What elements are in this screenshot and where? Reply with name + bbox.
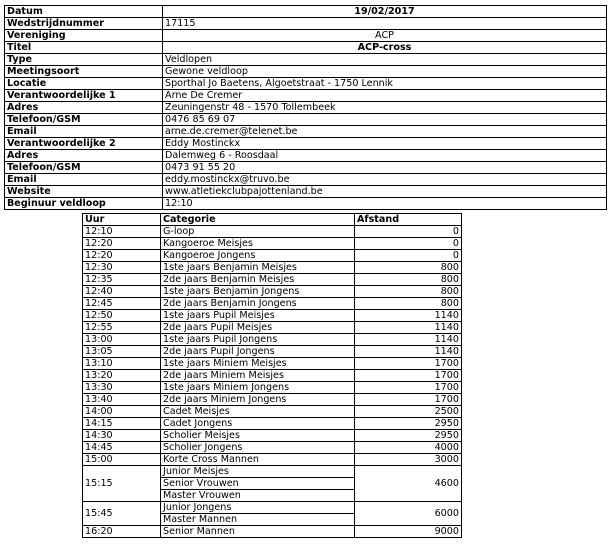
info-row-locatie xyxy=(5,78,607,90)
category-cell: Senior Vrouwen xyxy=(161,478,355,490)
info-label: Locatie xyxy=(5,78,163,90)
time-cell: 13:05 xyxy=(83,346,161,358)
header-time: Uur xyxy=(83,214,161,226)
distance-cell: 0 xyxy=(355,238,462,250)
distance-cell: 1700 xyxy=(355,382,462,394)
category-cell: Junior Meisjes xyxy=(161,466,355,478)
table-row xyxy=(83,334,462,346)
table-row xyxy=(83,526,462,538)
time-cell: 12:20 xyxy=(83,250,161,262)
distance-cell: 800 xyxy=(355,274,462,286)
info-label: Type xyxy=(5,54,163,66)
distance-cell: 1140 xyxy=(355,334,462,346)
distance-cell: 4600 xyxy=(355,466,462,502)
info-row-titel xyxy=(5,42,607,54)
time-cell: 12:40 xyxy=(83,286,161,298)
table-row xyxy=(83,262,462,274)
time-cell: 16:20 xyxy=(83,526,161,538)
distance-cell: 2500 xyxy=(355,406,462,418)
info-value: Eddy Mostinckx xyxy=(163,138,607,150)
table-row xyxy=(83,466,462,478)
info-value-date: 19/02/2017 xyxy=(163,6,607,18)
table-row xyxy=(83,442,462,454)
info-row-telefoon-1 xyxy=(5,114,607,126)
time-cell: 13:30 xyxy=(83,382,161,394)
table-row xyxy=(83,454,462,466)
info-row-verantwoordelijke-1 xyxy=(5,90,607,102)
info-label: Telefoon/GSM xyxy=(5,114,163,126)
info-label: Meetingsoort xyxy=(5,66,163,78)
table-row xyxy=(83,274,462,286)
info-value: Arne De Cremer xyxy=(163,90,607,102)
distance-cell: 800 xyxy=(355,298,462,310)
time-cell: 12:55 xyxy=(83,322,161,334)
category-cell: Cadet Jongens xyxy=(161,418,355,430)
category-cell: Master Mannen xyxy=(161,514,355,526)
time-cell: 14:30 xyxy=(83,430,161,442)
distance-cell: 9000 xyxy=(355,526,462,538)
category-cell: Master Vrouwen xyxy=(161,490,355,502)
info-row-adres-2 xyxy=(5,150,607,162)
distance-cell: 3000 xyxy=(355,454,462,466)
category-cell: Junior Jongens xyxy=(161,502,355,514)
info-value: 12:10 xyxy=(163,198,607,210)
info-label: Vereniging xyxy=(5,30,163,42)
distance-cell: 0 xyxy=(355,250,462,262)
category-cell: 1ste jaars Pupil Meisjes xyxy=(161,310,355,322)
distance-cell: 4000 xyxy=(355,442,462,454)
info-label: Verantwoordelijke 1 xyxy=(5,90,163,102)
info-value: Zeuningenstr 48 - 1570 Tollembeek xyxy=(163,102,607,114)
info-label: Email xyxy=(5,126,163,138)
category-cell: Scholier Meisjes xyxy=(161,430,355,442)
info-value: 0476 85 69 07 xyxy=(163,114,607,126)
table-row xyxy=(83,394,462,406)
category-cell: 2de jaars Pupil Meisjes xyxy=(161,322,355,334)
category-cell: 1ste jaars Benjamin Jongens xyxy=(161,286,355,298)
table-row xyxy=(83,358,462,370)
distance-cell: 1140 xyxy=(355,322,462,334)
info-label: Adres xyxy=(5,150,163,162)
info-value: Dalemweg 6 - Roosdaal xyxy=(163,150,607,162)
info-label: Adres xyxy=(5,102,163,114)
info-label: Email xyxy=(5,174,163,186)
info-value-email: arne.de.cremer@telenet.be xyxy=(163,126,607,138)
category-cell: Scholier Jongens xyxy=(161,442,355,454)
info-label: Verantwoordelijke 2 xyxy=(5,138,163,150)
distance-cell: 800 xyxy=(355,286,462,298)
info-value: Gewone veldloop xyxy=(163,66,607,78)
info-label: Telefoon/GSM xyxy=(5,162,163,174)
category-cell: 1ste jaars Benjamin Meisjes xyxy=(161,262,355,274)
info-row-meetingsoort xyxy=(5,66,607,78)
time-cell: 15:00 xyxy=(83,454,161,466)
distance-cell: 1140 xyxy=(355,346,462,358)
category-cell: 2de jaars Benjamin Meisjes xyxy=(161,274,355,286)
header-distance: Afstand xyxy=(355,214,462,226)
time-cell: 12:45 xyxy=(83,298,161,310)
distance-cell: 0 xyxy=(355,226,462,238)
time-cell: 15:45 xyxy=(83,502,161,526)
info-row-wedstrijdnummer xyxy=(5,18,607,30)
table-row xyxy=(83,322,462,334)
info-row-vereniging xyxy=(5,30,607,42)
info-value: ACP xyxy=(163,30,607,42)
time-cell: 14:00 xyxy=(83,406,161,418)
time-cell: 12:10 xyxy=(83,226,161,238)
time-cell: 15:15 xyxy=(83,466,161,502)
info-label: Website xyxy=(5,186,163,198)
category-cell: 2de jaars Pupil Jongens xyxy=(161,346,355,358)
time-cell: 12:50 xyxy=(83,310,161,322)
category-cell: 2de jaars Miniem Meisjes xyxy=(161,370,355,382)
category-cell: Kangoeroe Meisjes xyxy=(161,238,355,250)
distance-cell: 2950 xyxy=(355,430,462,442)
schedule-table xyxy=(82,213,462,538)
info-label: Titel xyxy=(5,42,163,54)
category-cell: 2de jaars Miniem Jongens xyxy=(161,394,355,406)
info-row-beginuur xyxy=(5,198,607,210)
time-cell: 14:45 xyxy=(83,442,161,454)
distance-cell: 1140 xyxy=(355,310,462,322)
category-cell: Senior Mannen xyxy=(161,526,355,538)
distance-cell: 1700 xyxy=(355,358,462,370)
table-row xyxy=(83,238,462,250)
info-value-email: eddy.mostinckx@truvo.be xyxy=(163,174,607,186)
info-row-datum xyxy=(5,6,607,18)
time-cell: 13:40 xyxy=(83,394,161,406)
distance-cell: 2950 xyxy=(355,418,462,430)
table-row xyxy=(83,406,462,418)
category-cell: G-loop xyxy=(161,226,355,238)
info-row-website xyxy=(5,186,607,198)
table-row xyxy=(83,286,462,298)
table-row xyxy=(83,382,462,394)
table-row xyxy=(83,418,462,430)
info-row-email-1 xyxy=(5,126,607,138)
info-row-verantwoordelijke-2 xyxy=(5,138,607,150)
table-row xyxy=(83,310,462,322)
time-cell: 13:00 xyxy=(83,334,161,346)
info-row-telefoon-2 xyxy=(5,162,607,174)
category-cell: Kangoeroe Jongens xyxy=(161,250,355,262)
time-cell: 12:30 xyxy=(83,262,161,274)
time-cell: 13:10 xyxy=(83,358,161,370)
info-row-adres-1 xyxy=(5,102,607,114)
category-cell: Korte Cross Mannen xyxy=(161,454,355,466)
info-label: Beginuur veldloop xyxy=(5,198,163,210)
info-value-title: ACP-cross xyxy=(163,42,607,54)
info-value: Sporthal Jo Baetens, Algoetstraat - 1750 Lennik xyxy=(163,78,607,90)
category-cell: 1ste jaars Miniem Meisjes xyxy=(161,358,355,370)
distance-cell: 1700 xyxy=(355,370,462,382)
table-row xyxy=(83,370,462,382)
event-info-table xyxy=(4,5,607,210)
time-cell: 13:20 xyxy=(83,370,161,382)
header-category: Categorie xyxy=(161,214,355,226)
table-row xyxy=(83,502,462,514)
table-row xyxy=(83,226,462,238)
distance-cell: 6000 xyxy=(355,502,462,526)
distance-cell: 1700 xyxy=(355,394,462,406)
table-row xyxy=(83,346,462,358)
schedule-header-row xyxy=(83,214,462,226)
time-cell: 12:20 xyxy=(83,238,161,250)
info-label: Wedstrijdnummer xyxy=(5,18,163,30)
info-label: Datum xyxy=(5,6,163,18)
info-value: 17115 xyxy=(163,18,607,30)
info-row-email-2 xyxy=(5,174,607,186)
table-row xyxy=(83,250,462,262)
time-cell: 12:35 xyxy=(83,274,161,286)
category-cell: Cadet Meisjes xyxy=(161,406,355,418)
time-cell: 14:15 xyxy=(83,418,161,430)
table-row xyxy=(83,298,462,310)
category-cell: 2de jaars Benjamin Jongens xyxy=(161,298,355,310)
info-value: 0473 91 55 20 xyxy=(163,162,607,174)
table-row xyxy=(83,430,462,442)
category-cell: 1ste jaars Miniem Jongens xyxy=(161,382,355,394)
info-value-website: www.atletiekclubpajottenland.be xyxy=(163,186,607,198)
category-cell: 1ste jaars Pupil Jongens xyxy=(161,334,355,346)
info-row-type xyxy=(5,54,607,66)
info-value: Veldlopen xyxy=(163,54,607,66)
distance-cell: 800 xyxy=(355,262,462,274)
